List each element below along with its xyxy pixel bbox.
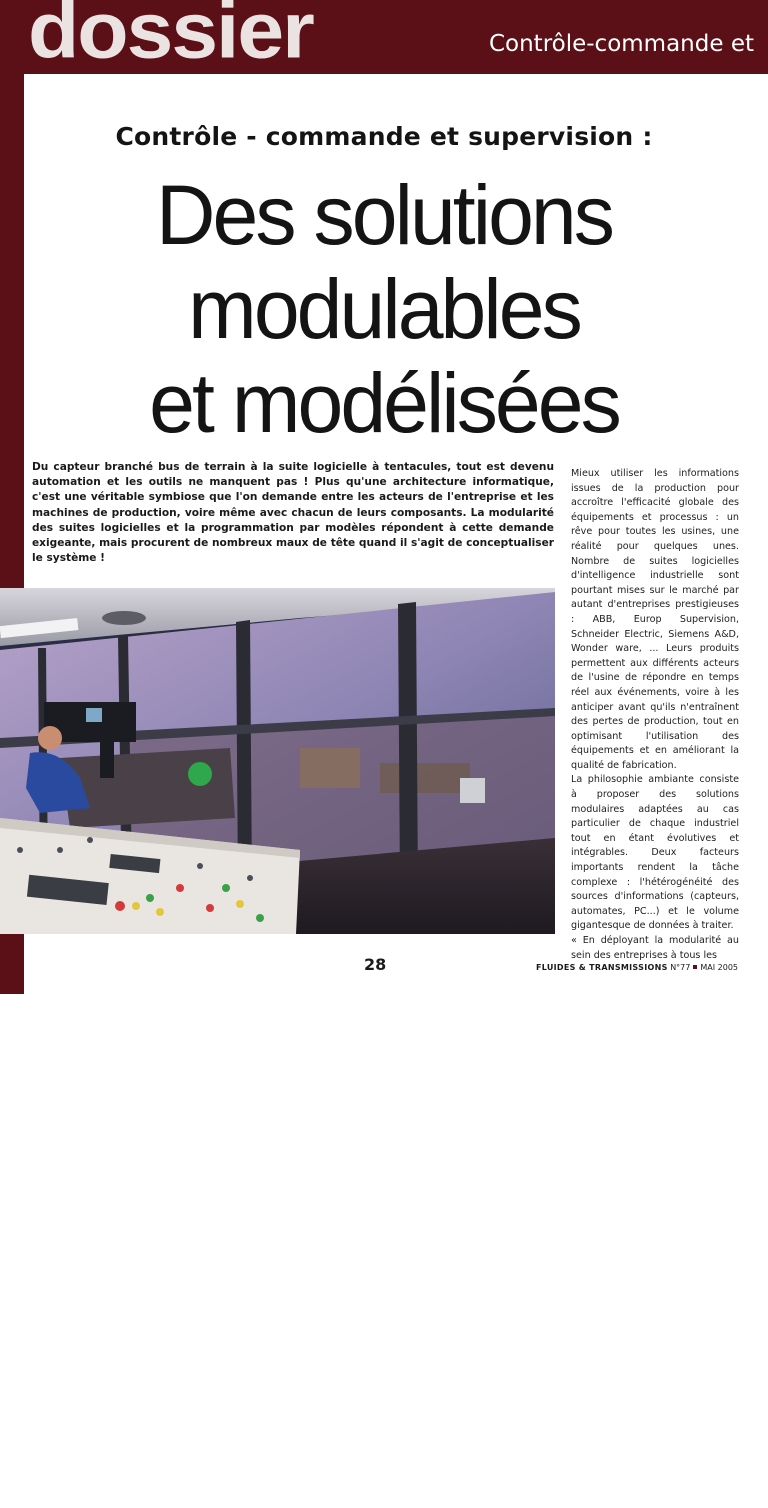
body-paragraph-1: Mieux utiliser les informations issues de la production pour accroître l'efficacité globale des équipements et processus : un rêve pour toutes les usines, une réalité pour quelques unes. Nombre de suites logicielles d'intelligence industrielle sont pourtant mises sur le marché par autant d'entreprises prestigieuses : ABB, Europ Supervision, Schneider Electric, Siemens A&D, Wonder ware, ... Leurs produits permettent aux différents acteurs de l'usine de répondre en temps réel aux événements, voire à les anticiper avant qu'ils n'entraînent des pertes de production, tout en optimisant l'utilisation des équipements et en améliorant la qualité de fabrication. [571,468,739,771]
issue-date: MAI 2005 [700,963,738,972]
body-paragraph-2: La philosophie ambiante consiste à proposer des solutions modulaires adaptées au cas particulier de chaque industriel tout en étant évolutives et intégrables. Deux facteurs importants rendent la tâche complexe : l'hétérogénéité des sources d'informations (capteurs, automates, PC...) et le volume gigantesque de données à traiter. [571,774,739,932]
headline-line-1: Des solutions [156,168,612,262]
photo-credit: (PSA Peugeot-Citroën) [452,1499,554,1508]
headline-line-2: modulables [188,262,580,356]
separator-square [693,965,697,969]
control-room-illustration [0,588,555,934]
body-paragraph-3: « En déployant la modularité au sein des entreprises à tous les [571,935,739,961]
article-headline [0,168,768,450]
headline-line-3: et modélisées [149,356,619,450]
footer-publication [536,963,738,972]
magazine-name: FLUIDES & TRANSMISSIONS [535,963,668,972]
section-title: Contrôle-commande et [488,31,754,57]
page-number: 28 [364,955,387,974]
article-kicker: Contrôle - commande et supervision : [115,122,653,151]
section-brand-word: dossier [28,0,313,75]
article-lede: Du capteur branché bus de terrain à la suite logicielle à tentacules, tout est devenu automation et les outils ne manquent pas ! Plus qu'une architecture informatique, c'est une véritable symbiose que l'on demande entre les acteurs de l'entreprise et les machines de production, voire même avec chacun de leurs composants. La modularité des suites logicielles et la programmation par modèles répondent à cette demande exigeante, mais procurent de nombreux maux de tête quand il s'agit de conceptualiser le système ! [32,461,554,565]
article-body-column [571,467,739,963]
issue-number: N°77 [670,963,691,972]
